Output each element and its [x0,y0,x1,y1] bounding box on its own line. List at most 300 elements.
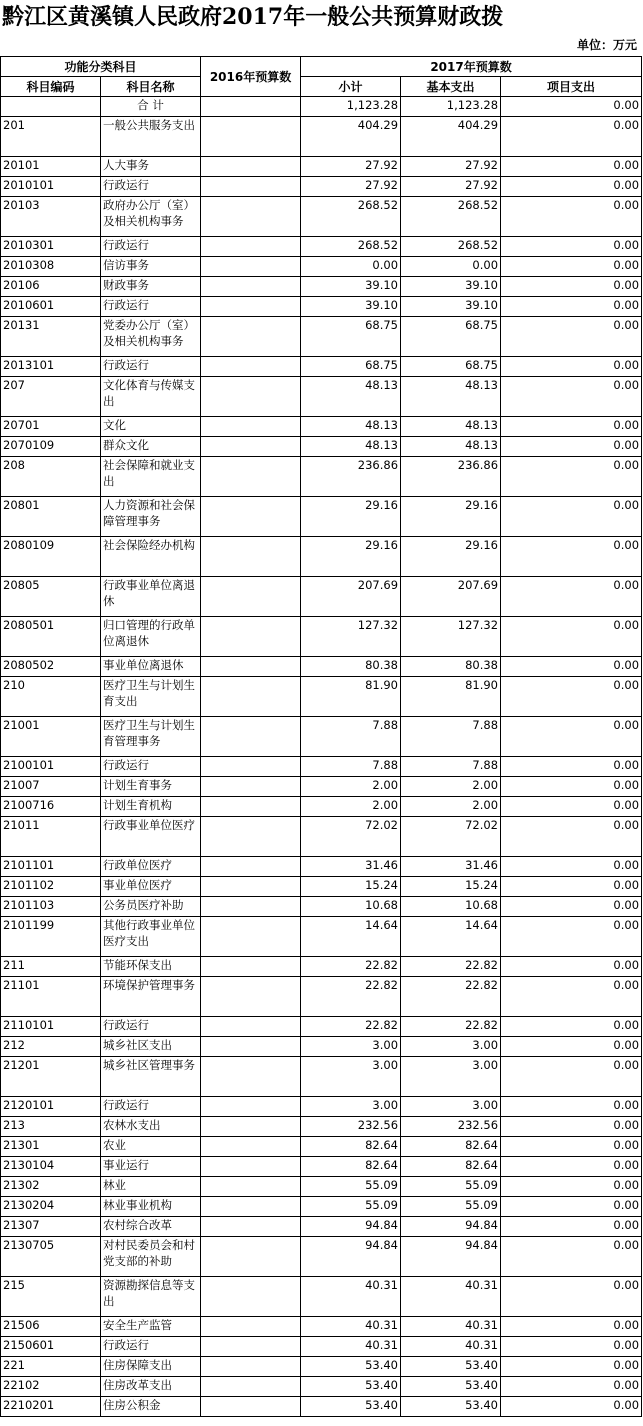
cell-code: 21101 [1,977,101,1017]
cell-project: 0.00 [501,1177,642,1197]
cell-code: 20101 [1,157,101,177]
cell-subtotal: 7.88 [301,717,401,757]
cell-subtotal: 22.82 [301,977,401,1017]
cell-prev-year [201,617,301,657]
table-row [1,257,642,277]
cell-project: 0.00 [501,417,642,437]
cell-name: 群众文化 [101,437,201,457]
cell-project: 0.00 [501,317,642,357]
cell-code: 221 [1,1357,101,1377]
cell-code: 21001 [1,717,101,757]
cell-subtotal: 94.84 [301,1217,401,1237]
cell-basic: 82.64 [401,1137,501,1157]
cell-project: 0.00 [501,1157,642,1177]
cell-name: 行政运行 [101,237,201,257]
cell-basic: 72.02 [401,817,501,857]
table-row [1,457,642,497]
table-row [1,1237,642,1277]
table-row [1,757,642,777]
cell-basic: 48.13 [401,377,501,417]
cell-project: 0.00 [501,197,642,237]
cell-prev-year [201,977,301,1017]
cell-prev-year [201,537,301,577]
cell-basic: 3.00 [401,1037,501,1057]
cell-project: 0.00 [501,717,642,757]
cell-basic: 94.84 [401,1217,501,1237]
cell-basic: 40.31 [401,1317,501,1337]
cell-name: 住房公积金 [101,1397,201,1417]
table-row [1,437,642,457]
cell-code: 2101102 [1,877,101,897]
budget-table [0,56,642,1417]
cell-basic: 68.75 [401,357,501,377]
cell-subtotal: 3.00 [301,1037,401,1057]
cell-basic: 80.38 [401,657,501,677]
cell-code: 21301 [1,1137,101,1157]
cell-subtotal: 2.00 [301,777,401,797]
cell-basic: 39.10 [401,277,501,297]
header-name: 科目名称 [101,77,201,97]
table-row [1,817,642,857]
table-row [1,577,642,617]
table-row [1,1097,642,1117]
table-row [1,857,642,877]
cell-basic: 7.88 [401,717,501,757]
cell-name: 环境保护管理事务 [101,977,201,1017]
page-title: 黔江区黄溪镇人民政府2017年一般公共预算财政拨 [2,4,504,30]
cell-name: 行政事业单位医疗 [101,817,201,857]
cell-code: 2101103 [1,897,101,917]
table-row [1,237,642,257]
cell-basic: 40.31 [401,1277,501,1317]
header-cur-year: 2017年预算数 [301,57,642,77]
cell-basic: 14.64 [401,917,501,957]
cell-name: 资源勘探信息等支出 [101,1277,201,1317]
cell-basic: 15.24 [401,877,501,897]
table-row [1,317,642,357]
cell-code: 21201 [1,1057,101,1097]
cell-code: 2210201 [1,1397,101,1417]
cell-project: 0.00 [501,1197,642,1217]
cell-project: 0.00 [501,377,642,417]
header-subtotal: 小计 [301,77,401,97]
cell-project: 0.00 [501,497,642,537]
table-row [1,1037,642,1057]
cell-code: 2070109 [1,437,101,457]
cell-project: 0.00 [501,1337,642,1357]
table-row [1,1177,642,1197]
table-row [1,357,642,377]
cell-name: 公务员医疗补助 [101,897,201,917]
cell-basic: 22.82 [401,957,501,977]
cell-code: 21011 [1,817,101,857]
cell-name: 林业事业机构 [101,1197,201,1217]
table-row [1,537,642,577]
cell-project: 0.00 [501,177,642,197]
cell-subtotal: 68.75 [301,317,401,357]
table-row [1,1277,642,1317]
cell-prev-year [201,877,301,897]
cell-name: 人力资源和社会保障管理事务 [101,497,201,537]
cell-project: 0.00 [501,1237,642,1277]
cell-prev-year [201,1197,301,1217]
cell-code: 2101199 [1,917,101,957]
table-row [1,977,642,1017]
cell-code: 2130705 [1,1237,101,1277]
cell-subtotal: 53.40 [301,1357,401,1377]
cell-prev-year [201,317,301,357]
cell-subtotal: 3.00 [301,1057,401,1097]
cell-code: 215 [1,1277,101,1317]
unit-label: 单位：万元 [576,38,637,52]
cell-prev-year [201,197,301,237]
cell-code: 2013101 [1,357,101,377]
cell-name: 农村综合改革 [101,1217,201,1237]
cell-subtotal: 39.10 [301,297,401,317]
cell-code: 20801 [1,497,101,537]
cell-prev-year [201,1157,301,1177]
cell-project: 0.00 [501,897,642,917]
cell-code: 2080109 [1,537,101,577]
table-row [1,377,642,417]
cell-subtotal: 236.86 [301,457,401,497]
cell-name: 医疗卫生与计划生育支出 [101,677,201,717]
cell-subtotal: 53.40 [301,1397,401,1417]
cell-subtotal: 2.00 [301,797,401,817]
cell-prev-year [201,1017,301,1037]
cell-project: 0.00 [501,97,642,117]
table-row [1,197,642,237]
cell-name: 事业单位离退休 [101,657,201,677]
cell-name: 信访事务 [101,257,201,277]
cell-project: 0.00 [501,777,642,797]
cell-name: 人大事务 [101,157,201,177]
cell-prev-year [201,1277,301,1317]
cell-name: 文化体育与传媒支出 [101,377,201,417]
cell-prev-year [201,117,301,157]
cell-subtotal: 80.38 [301,657,401,677]
table-row [1,97,642,117]
cell-prev-year [201,717,301,757]
cell-name: 行政事业单位离退休 [101,577,201,617]
cell-project: 0.00 [501,1097,642,1117]
cell-subtotal: 53.40 [301,1377,401,1397]
cell-project: 0.00 [501,1277,642,1317]
cell-code: 211 [1,957,101,977]
cell-code: 208 [1,457,101,497]
cell-name: 林业 [101,1177,201,1197]
cell-basic: 29.16 [401,497,501,537]
cell-prev-year [201,277,301,297]
cell-project: 0.00 [501,1357,642,1377]
cell-subtotal: 81.90 [301,677,401,717]
cell-subtotal: 48.13 [301,437,401,457]
cell-prev-year [201,1137,301,1157]
cell-code [1,97,101,117]
cell-basic: 2.00 [401,797,501,817]
cell-name: 行政运行 [101,757,201,777]
cell-prev-year [201,257,301,277]
cell-subtotal: 268.52 [301,197,401,237]
cell-project: 0.00 [501,657,642,677]
table-row [1,917,642,957]
cell-code: 20106 [1,277,101,297]
cell-project: 0.00 [501,1317,642,1337]
cell-code: 2100101 [1,757,101,777]
cell-project: 0.00 [501,677,642,717]
cell-prev-year [201,1177,301,1197]
cell-project: 0.00 [501,437,642,457]
cell-prev-year [201,957,301,977]
table-row [1,157,642,177]
cell-prev-year [201,437,301,457]
cell-prev-year [201,1037,301,1057]
cell-name: 事业单位医疗 [101,877,201,897]
cell-code: 2110101 [1,1017,101,1037]
cell-project: 0.00 [501,857,642,877]
table-row [1,877,642,897]
cell-basic: 39.10 [401,297,501,317]
cell-name: 医疗卫生与计划生育管理事务 [101,717,201,757]
cell-subtotal: 27.92 [301,157,401,177]
cell-basic: 3.00 [401,1057,501,1097]
table-row [1,657,642,677]
cell-subtotal: 72.02 [301,817,401,857]
cell-project: 0.00 [501,877,642,897]
cell-name: 行政运行 [101,1097,201,1117]
cell-subtotal: 22.82 [301,1017,401,1037]
cell-project: 0.00 [501,797,642,817]
cell-basic: 232.56 [401,1117,501,1137]
cell-project: 0.00 [501,757,642,777]
cell-code: 2130204 [1,1197,101,1217]
cell-prev-year [201,97,301,117]
cell-code: 2150601 [1,1337,101,1357]
cell-code: 21007 [1,777,101,797]
cell-basic: 31.46 [401,857,501,877]
cell-subtotal: 0.00 [301,257,401,277]
cell-prev-year [201,377,301,417]
cell-prev-year [201,1057,301,1097]
cell-subtotal: 232.56 [301,1117,401,1137]
cell-project: 0.00 [501,257,642,277]
cell-basic: 48.13 [401,417,501,437]
cell-basic: 2.00 [401,777,501,797]
cell-subtotal: 55.09 [301,1197,401,1217]
cell-basic: 53.40 [401,1357,501,1377]
table-row [1,117,642,157]
header-code: 科目编码 [1,77,101,97]
table-row [1,777,642,797]
cell-subtotal: 40.31 [301,1337,401,1357]
cell-subtotal: 48.13 [301,377,401,417]
cell-subtotal: 39.10 [301,277,401,297]
cell-prev-year [201,1237,301,1277]
cell-code: 20131 [1,317,101,357]
cell-subtotal: 27.92 [301,177,401,197]
cell-basic: 94.84 [401,1237,501,1277]
cell-prev-year [201,677,301,717]
cell-prev-year [201,777,301,797]
cell-basic: 127.32 [401,617,501,657]
cell-project: 0.00 [501,1117,642,1137]
cell-subtotal: 29.16 [301,497,401,537]
cell-code: 22102 [1,1377,101,1397]
table-row [1,1157,642,1177]
cell-name: 计划生育事务 [101,777,201,797]
cell-subtotal: 82.64 [301,1137,401,1157]
cell-name: 文化 [101,417,201,437]
cell-project: 0.00 [501,1017,642,1037]
cell-code: 213 [1,1117,101,1137]
cell-code: 2010308 [1,257,101,277]
cell-name: 党委办公厅（室）及相关机构事务 [101,317,201,357]
cell-prev-year [201,1317,301,1337]
cell-project: 0.00 [501,537,642,577]
cell-code: 2100716 [1,797,101,817]
table-row [1,617,642,657]
cell-prev-year [201,177,301,197]
cell-code: 2010101 [1,177,101,197]
cell-subtotal: 127.32 [301,617,401,657]
cell-prev-year [201,657,301,677]
cell-subtotal: 14.64 [301,917,401,957]
cell-code: 21506 [1,1317,101,1337]
cell-project: 0.00 [501,297,642,317]
cell-code: 20805 [1,577,101,617]
header-project: 项目支出 [501,77,642,97]
cell-project: 0.00 [501,617,642,657]
cell-subtotal: 68.75 [301,357,401,377]
cell-project: 0.00 [501,957,642,977]
cell-prev-year [201,497,301,537]
header-prev-year: 2016年预算数 [201,57,301,97]
cell-project: 0.00 [501,1057,642,1097]
cell-prev-year [201,857,301,877]
table-row [1,497,642,537]
table-row [1,177,642,197]
cell-subtotal: 40.31 [301,1277,401,1317]
cell-basic: 48.13 [401,437,501,457]
cell-project: 0.00 [501,817,642,857]
cell-code: 2120101 [1,1097,101,1117]
table-row [1,1377,642,1397]
table-row [1,1117,642,1137]
table-row [1,1357,642,1377]
cell-name: 合 计 [101,97,201,117]
cell-basic: 268.52 [401,237,501,257]
cell-code: 2130104 [1,1157,101,1177]
cell-prev-year [201,357,301,377]
table-row [1,1397,642,1417]
table-row [1,1057,642,1097]
table-row [1,1217,642,1237]
cell-name: 行政运行 [101,177,201,197]
cell-prev-year [201,1337,301,1357]
cell-subtotal: 31.46 [301,857,401,877]
cell-basic: 1,123.28 [401,97,501,117]
cell-code: 201 [1,117,101,157]
table-row [1,277,642,297]
cell-name: 行政单位医疗 [101,857,201,877]
cell-basic: 53.40 [401,1377,501,1397]
cell-subtotal: 1,123.28 [301,97,401,117]
table-row [1,897,642,917]
cell-basic: 82.64 [401,1157,501,1177]
cell-basic: 27.92 [401,157,501,177]
cell-basic: 27.92 [401,177,501,197]
cell-project: 0.00 [501,117,642,157]
cell-subtotal: 29.16 [301,537,401,577]
cell-code: 21307 [1,1217,101,1237]
cell-name: 行政运行 [101,1337,201,1357]
cell-subtotal: 40.31 [301,1317,401,1337]
table-row [1,1317,642,1337]
cell-prev-year [201,157,301,177]
cell-name: 政府办公厅（室）及相关机构事务 [101,197,201,237]
table-row [1,797,642,817]
cell-name: 一般公共服务支出 [101,117,201,157]
cell-subtotal: 55.09 [301,1177,401,1197]
cell-prev-year [201,757,301,777]
cell-name: 计划生育机构 [101,797,201,817]
cell-project: 0.00 [501,277,642,297]
cell-project: 0.00 [501,457,642,497]
cell-project: 0.00 [501,1377,642,1397]
cell-name: 事业运行 [101,1157,201,1177]
cell-prev-year [201,577,301,617]
cell-name: 城乡社区管理事务 [101,1057,201,1097]
cell-name: 城乡社区支出 [101,1037,201,1057]
cell-basic: 40.31 [401,1337,501,1357]
table-row [1,1337,642,1357]
cell-basic: 0.00 [401,257,501,277]
cell-basic: 7.88 [401,757,501,777]
cell-basic: 81.90 [401,677,501,717]
cell-project: 0.00 [501,1217,642,1237]
cell-subtotal: 82.64 [301,1157,401,1177]
cell-name: 财政事务 [101,277,201,297]
cell-name: 社会保障和就业支出 [101,457,201,497]
cell-project: 0.00 [501,977,642,1017]
cell-basic: 29.16 [401,537,501,577]
cell-basic: 55.09 [401,1197,501,1217]
cell-name: 其他行政事业单位医疗支出 [101,917,201,957]
cell-name: 住房改革支出 [101,1377,201,1397]
cell-project: 0.00 [501,1137,642,1157]
table-row [1,1197,642,1217]
table-row [1,1017,642,1037]
cell-name: 对村民委员会和村党支部的补助 [101,1237,201,1277]
table-row [1,957,642,977]
cell-code: 210 [1,677,101,717]
cell-subtotal: 15.24 [301,877,401,897]
cell-prev-year [201,797,301,817]
header-basic: 基本支出 [401,77,501,97]
cell-basic: 55.09 [401,1177,501,1197]
cell-name: 行政运行 [101,357,201,377]
cell-name: 行政运行 [101,1017,201,1037]
cell-code: 20701 [1,417,101,437]
cell-prev-year [201,1357,301,1377]
cell-prev-year [201,417,301,437]
cell-prev-year [201,897,301,917]
cell-code: 2101101 [1,857,101,877]
cell-basic: 68.75 [401,317,501,357]
cell-subtotal: 3.00 [301,1097,401,1117]
cell-basic: 22.82 [401,1017,501,1037]
cell-code: 21302 [1,1177,101,1197]
